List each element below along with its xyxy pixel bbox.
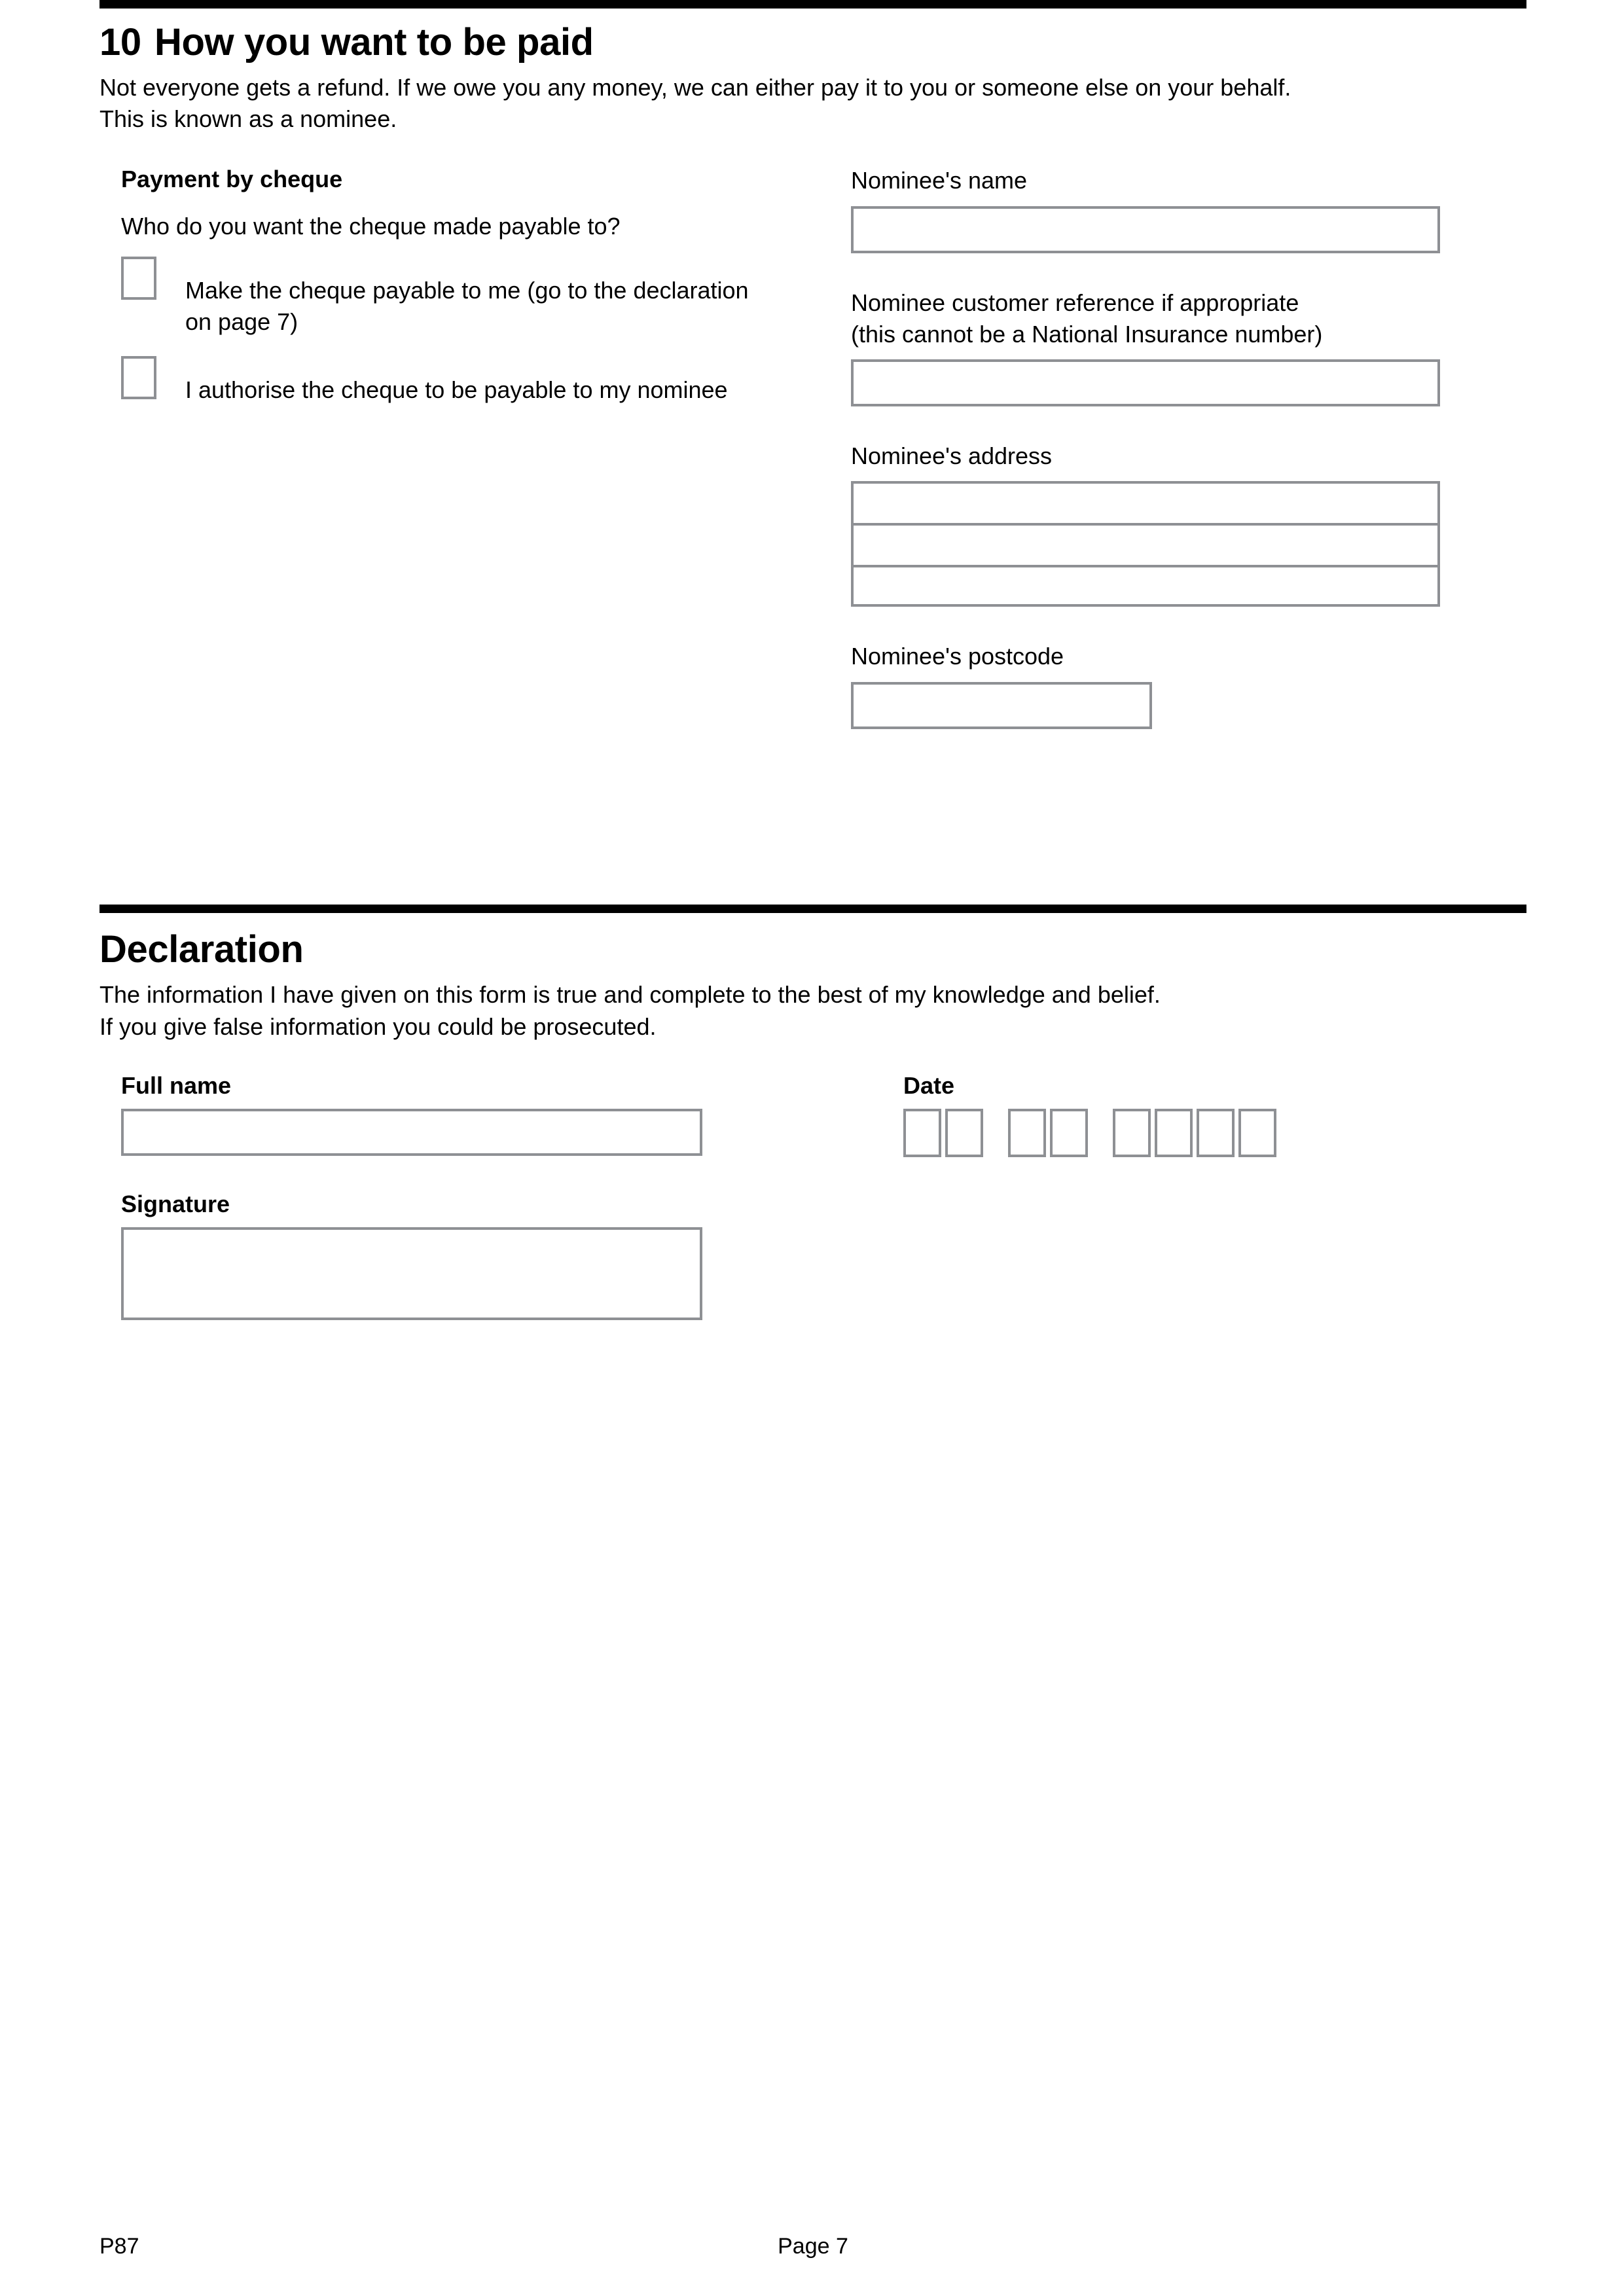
declaration-text <box>99 979 1526 1042</box>
nominee-address-line-2-input[interactable] <box>851 523 1440 565</box>
date-year-digit-2[interactable] <box>1155 1109 1193 1157</box>
section-number: 10 <box>99 21 141 63</box>
declaration-fields <box>99 1071 1526 1353</box>
payment-right-column <box>851 165 1460 728</box>
section-divider-top <box>99 0 1526 9</box>
payment-by-cheque-heading: Payment by cheque <box>121 166 343 193</box>
date-label: Date <box>903 1071 955 1099</box>
checkbox-payable-to-me-label-line-2: on page 7) <box>185 308 298 336</box>
date-month-digit-1[interactable] <box>1008 1109 1046 1157</box>
date-month-digit-2[interactable] <box>1050 1109 1088 1157</box>
declaration-right-column <box>903 1071 1466 1157</box>
date-year-digit-1[interactable] <box>1113 1109 1151 1157</box>
checkbox-payable-to-me-label <box>185 257 861 338</box>
date-day-group <box>903 1109 983 1157</box>
nominee-address-input-group <box>851 481 1440 607</box>
date-year-group <box>1113 1109 1276 1157</box>
checkbox-payable-to-me[interactable] <box>121 257 156 300</box>
nominee-address-label: Nominee's address <box>851 442 1053 470</box>
section-intro <box>99 72 1526 135</box>
date-year-digit-4[interactable] <box>1238 1109 1276 1157</box>
nominee-reference-label-line-2: (this cannot be a National Insurance number) <box>851 320 1323 348</box>
checkbox-payable-to-nominee-label: I authorise the cheque to be payable to my nominee <box>185 376 728 404</box>
declaration-left-column <box>121 1071 776 1320</box>
cheque-payee-question: Who do you want the cheque made payable to? <box>121 212 621 240</box>
full-name-input[interactable] <box>121 1109 702 1156</box>
section-intro-line-1: Not everyone gets a refund. If we owe you any money, we can either pay it to you or someone else on your behalf. <box>99 73 1291 101</box>
nominee-postcode-input[interactable] <box>851 682 1152 729</box>
date-day-digit-2[interactable] <box>945 1109 983 1157</box>
declaration-title: Declaration <box>99 928 304 971</box>
cheque-option-payable-to-nominee[interactable] <box>121 356 861 412</box>
signature-input[interactable] <box>121 1227 702 1320</box>
payment-columns <box>99 165 1526 905</box>
payment-left-column <box>121 165 861 412</box>
signature-label: Signature <box>121 1191 230 1218</box>
page-title <box>99 22 1526 64</box>
nominee-name-input[interactable] <box>851 206 1440 253</box>
nominee-reference-input[interactable] <box>851 359 1440 406</box>
nominee-reference-label <box>851 287 1460 350</box>
checkbox-payable-to-me-label-line-1: Make the cheque payable to me (go to the declaration <box>185 276 749 304</box>
section-intro-line-2: This is known as a nominee. <box>99 105 397 133</box>
date-month-group <box>1008 1109 1088 1157</box>
date-year-digit-3[interactable] <box>1197 1109 1235 1157</box>
page-content <box>99 0 1526 1353</box>
full-name-label: Full name <box>121 1071 232 1099</box>
date-input-group <box>903 1109 1466 1157</box>
cheque-option-payable-to-me[interactable] <box>121 257 861 338</box>
declaration-text-line-2: If you give false information you could be prosecuted. <box>99 1013 657 1040</box>
nominee-name-label: Nominee's name <box>851 167 1027 194</box>
nominee-reference-label-line-1: Nominee customer reference if appropriate <box>851 289 1299 316</box>
date-day-digit-1[interactable] <box>903 1109 941 1157</box>
declaration-text-line-1: The information I have given on this form is true and complete to the best of my knowledge and belief. <box>99 981 1161 1009</box>
page-number: Page 7 <box>778 2234 848 2259</box>
nominee-address-line-1-input[interactable] <box>851 481 1440 523</box>
checkbox-payable-to-nominee[interactable] <box>121 356 156 399</box>
nominee-address-line-3-input[interactable] <box>851 565 1440 607</box>
form-code: P87 <box>99 2234 139 2259</box>
section-divider-declaration <box>99 905 1526 913</box>
nominee-postcode-label: Nominee's postcode <box>851 643 1064 670</box>
section-title-text: How you want to be paid <box>154 21 594 63</box>
